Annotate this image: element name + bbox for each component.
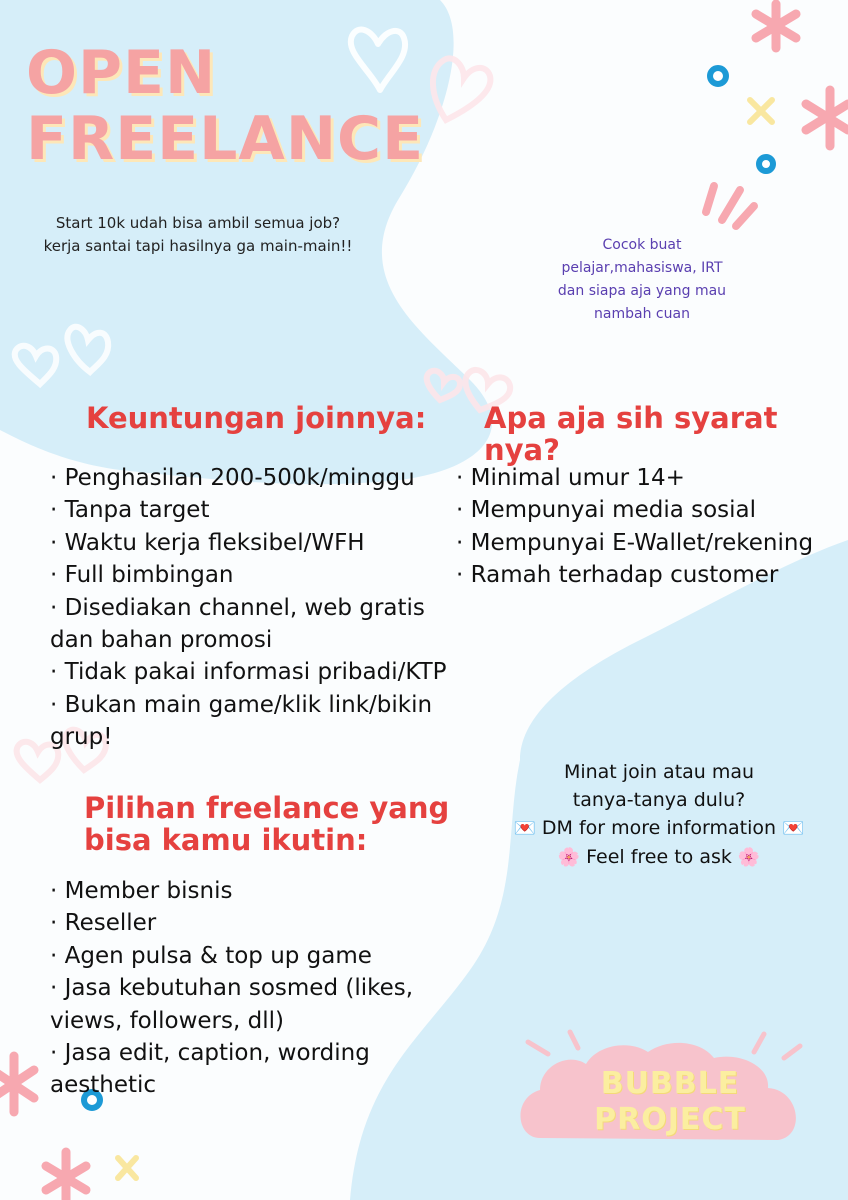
target-audience-note [542,234,742,326]
list-item: · Member bisnis [50,878,233,904]
contact-line [490,814,828,843]
list-item: · Tanpa target [50,497,210,524]
title-line: FREELANCE [26,104,425,174]
list-item: · Jasa kebutuhan sosmed (likes, views, followers, dll) [50,975,414,1034]
love-letter-icon: 💌 [782,818,805,839]
requirements-heading: Apa aja sih syarat nya? [484,401,778,467]
dot-icon [759,157,773,171]
contact-line [490,843,828,872]
ask-text: Feel free to ask [586,846,732,868]
options-heading [84,792,449,856]
contact-info [490,758,828,872]
page-title [26,40,424,172]
requirements-list [456,462,836,592]
list-item: · Waktu kerja fleksibel/WFH [50,529,365,556]
love-letter-icon: 💌 [513,818,536,839]
list-item: · Jasa edit, caption, wording aesthetic [50,1040,370,1099]
star-icon [0,1056,34,1112]
intro-text [18,212,378,258]
note-line: dan siapa aja yang mau [557,283,727,299]
dm-text: DM for more information [541,817,777,839]
contact-line: Minat join atau mau [563,761,755,783]
exclamation-accent-icon [706,186,754,226]
list-item: · Agen pulsa & top up game [50,942,372,969]
cherry-blossom-icon: 🌸 [737,847,761,868]
list-item: · Disediakan channel, web gratis dan bahan promosi [50,594,425,654]
list-item: · Ramah terhadap customer [456,562,779,589]
list-item: · Reseller [50,910,157,937]
logo-line: PROJECT [594,1102,746,1137]
heading-line: Pilihan freelance yang [84,791,450,825]
note-line: pelajar,mahasiswa, IRT [561,260,723,276]
benefits-heading: Keuntungan joinnya: [86,401,427,435]
contact-line: tanya-tanya dulu? [572,789,746,811]
heading-line: bisa kamu ikutin: [84,823,368,857]
list-item: · Tidak pakai informasi pribadi/KTP [50,659,447,686]
cross-icon [750,100,772,122]
list-item: · Penghasilan 200-500k/minggu [50,465,415,491]
cherry-blossom-icon: 🌸 [557,847,581,868]
list-item: · Mempunyai E-Wallet/rekening [456,529,814,556]
benefits-list [50,462,460,754]
star-icon [806,90,848,146]
options-list [50,875,480,1102]
list-item: · Bukan main game/klik link/bikin grup! [50,691,433,751]
list-item: · Full bimbingan [50,562,234,589]
star-icon [756,4,796,48]
list-item: · Minimal umur 14+ [456,465,685,491]
cross-icon [118,1158,136,1178]
note-line: nambah cuan [594,306,690,322]
bubble-project-logo [560,1066,780,1138]
star-icon [46,1152,86,1200]
note-line: Cocok buat [602,237,682,253]
logo-line: BUBBLE [600,1066,740,1101]
intro-line: kerja santai tapi hasilnya ga main-main!! [43,237,353,255]
dot-icon [710,68,726,84]
intro-line: Start 10k udah bisa ambil semua job? [55,214,341,232]
title-line: OPEN [26,38,217,108]
list-item: · Mempunyai media sosial [456,497,757,524]
